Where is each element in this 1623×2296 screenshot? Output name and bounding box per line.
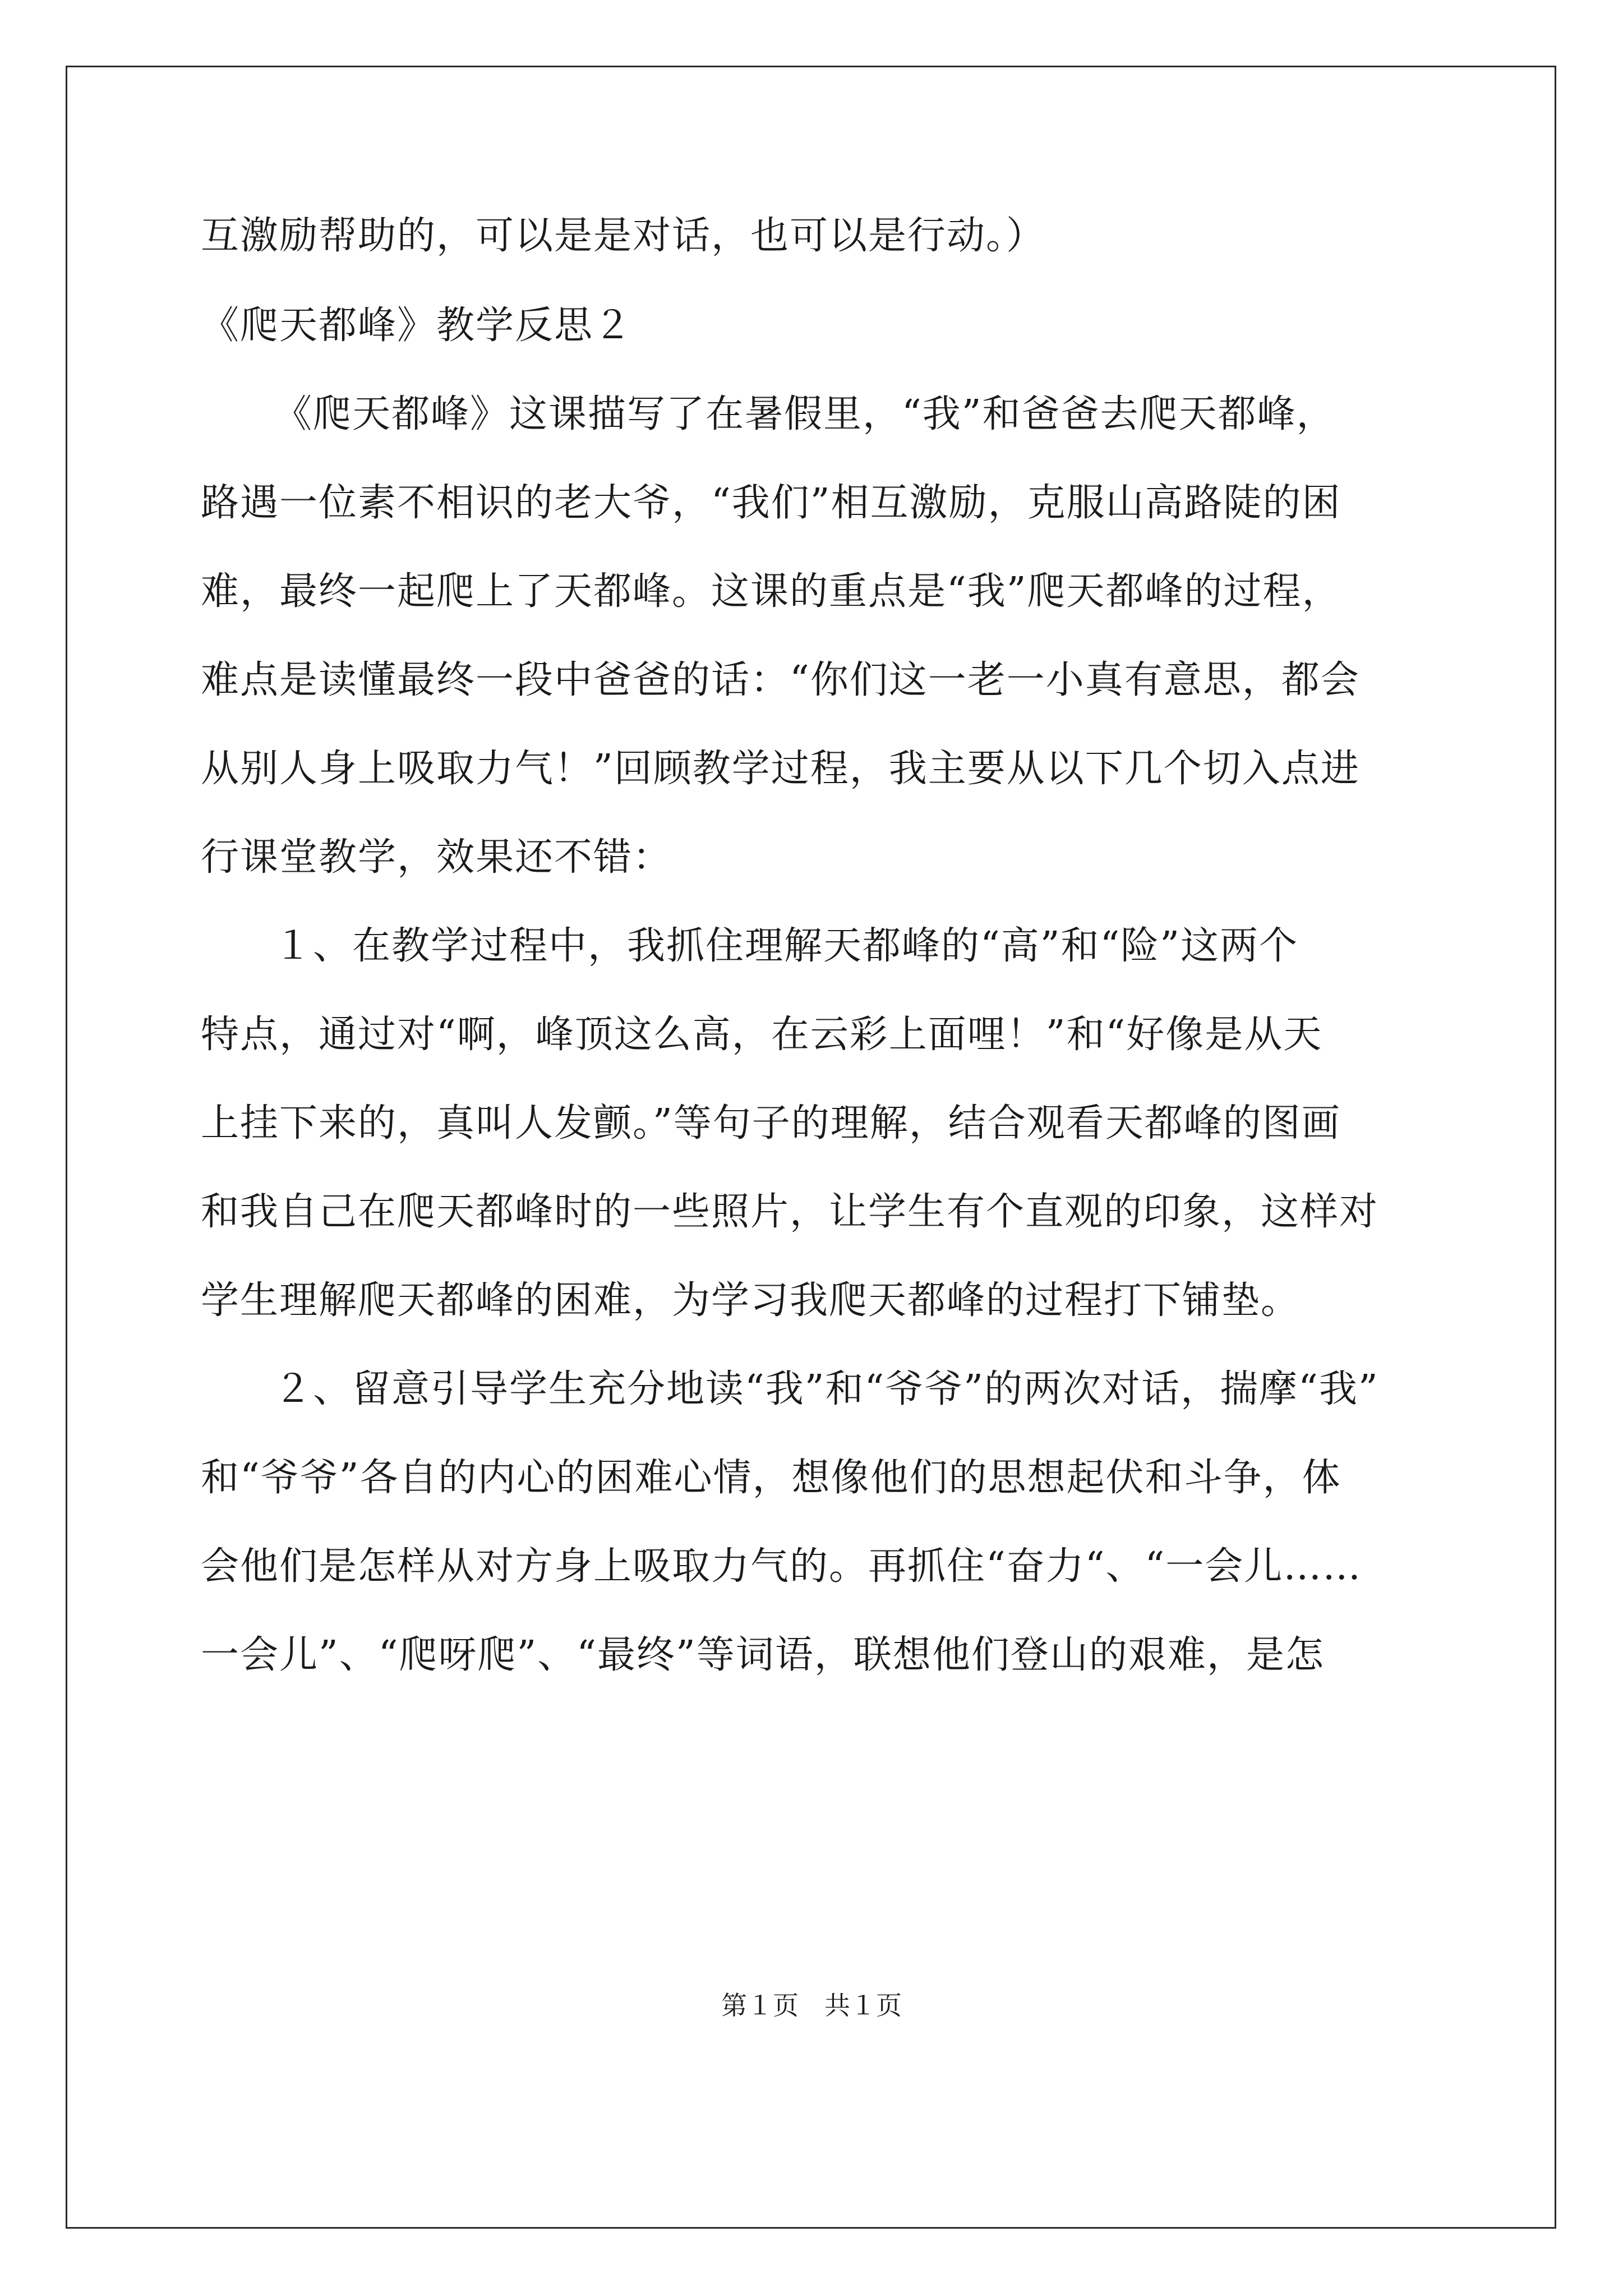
text-line: 难点是读懂最终一段中爸爸的话：“你们这一老一小真有意思，都会 [201,658,1360,702]
text-line: 会他们是怎样从对方身上吸取力气的。再抓住“奋力“、“一会儿…… [201,1544,1362,1589]
text-line: ２、留意引导学生充分地读“我”和“爷爷”的两次对话，揣摩“我” [274,1367,1379,1411]
text-line: 上挂下来的，真叫人发颤。”等句子的理解，结合观看天都峰的图画 [201,1101,1341,1145]
section-title: 《爬天都峰》教学反思２ [201,303,633,348]
text-line: 学生理解爬天都峰的困难，为学习我爬天都峰的过程打下铺垫。 [201,1278,1301,1323]
text-line: 从别人身上吸取力气！”回顾教学过程，我主要从以下几个切入点进 [201,747,1360,791]
text-line: 特点，通过对“啊，峰顶这么高，在云彩上面哩！”和“好像是从天 [201,1013,1323,1057]
text-line: 《爬天都峰》这课描写了在暑假里，“我”和爸爸去爬天都峰， [274,392,1336,436]
page-footer: 第１页 共１页 [721,1990,902,2021]
text-line: 互激励帮助的，可以是是对话，也可以是行动。） [201,214,1046,258]
text-line: 路遇一位素不相识的老大爷，“我们”相互激励，克服山高路陡的困 [201,481,1341,525]
text-line: １、在教学过程中，我抓住理解天都峰的“高”和“险”这两个 [274,924,1299,968]
text-line: 和“爷爷”各自的内心的困难心情，想像他们的思想起伏和斗争，体 [201,1456,1341,1500]
text-line: 和我自己在爬天都峰时的一些照片，让学生有个直观的印象，这样对 [201,1190,1379,1234]
text-line: 难，最终一起爬上了天都峰。这课的重点是“我”爬天都峰的过程， [201,569,1341,614]
text-line: 一会儿”、“爬呀爬”、“最终”等词语，联想他们登山的艰难，是怎 [201,1633,1325,1677]
text-line: 行课堂教学，效果还不错： [201,835,672,880]
